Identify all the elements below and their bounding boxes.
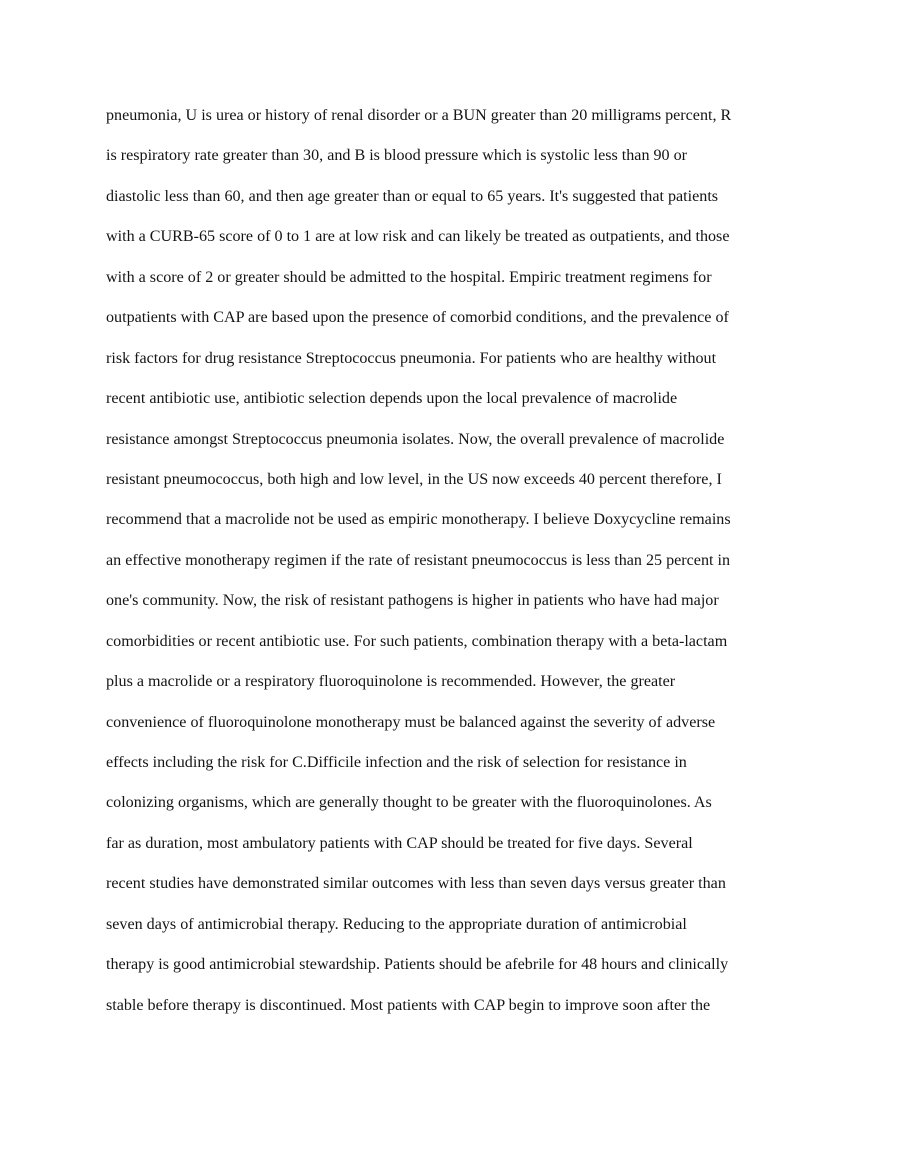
text-line: recommend that a macrolide not be used as empiric monotherapy. I believe Doxycycline remains [106,511,731,529]
text-line: recent studies have demonstrated similar outcomes with less than seven days versus greater than [106,875,726,893]
text-line: seven days of antimicrobial therapy. Reducing to the appropriate duration of antimicrobial [106,915,687,933]
text-line: an effective monotherapy regimen if the rate of resistant pneumococcus is less than 25 percent in [106,551,731,569]
text-line: far as duration, most ambulatory patients with CAP should be treated for five days. Several [106,834,693,852]
body-text [106,101,806,1031]
text-line: diastolic less than 60, and then age greater than or equal to 65 years. It's suggested that patients [106,187,719,205]
text-line: stable before therapy is discontinued. Most patients with CAP begin to improve soon after the [106,996,711,1014]
text-line: risk factors for drug resistance Streptococcus pneumonia. For patients who are healthy without [106,349,717,367]
text-line: with a CURB-65 score of 0 to 1 are at low risk and can likely be treated as outpatients, and those [106,228,730,246]
text-line: resistance amongst Streptococcus pneumonia isolates. Now, the overall prevalence of macrolide [106,430,725,448]
text-line: recent antibiotic use, antibiotic selection depends upon the local prevalence of macrolide [106,390,678,408]
text-line: one's community. Now, the risk of resistant pathogens is higher in patients who have had major [106,592,719,610]
text-line: colonizing organisms, which are generally thought to be greater with the fluoroquinolones. As [106,794,712,812]
text-line: outpatients with CAP are based upon the presence of comorbid conditions, and the prevalence of [106,309,729,327]
text-line: effects including the risk for C.Difficile infection and the risk of selection for resistance in [106,754,687,771]
text-line: pneumonia, U is urea or history of renal disorder or a BUN greater than 20 milligrams percent, R [106,107,732,124]
text-line: therapy is good antimicrobial stewardship. Patients should be afebrile for 48 hours and clinically [106,956,729,974]
text-line: convenience of fluoroquinolone monotherapy must be balanced against the severity of adverse [106,713,716,731]
text-line: plus a macrolide or a respiratory fluoroquinolone is recommended. However, the greater [106,673,676,691]
text-line: comorbidities or recent antibiotic use. For such patients, combination therapy with a beta-lactam [106,632,728,650]
text-line: resistant pneumococcus, both high and low level, in the US now exceeds 40 percent therefore, I [106,470,722,488]
text-line: is respiratory rate greater than 30, and B is blood pressure which is systolic less than 90 or [106,147,688,165]
text-line: with a score of 2 or greater should be admitted to the hospital. Empiric treatment regimens for [106,268,712,286]
